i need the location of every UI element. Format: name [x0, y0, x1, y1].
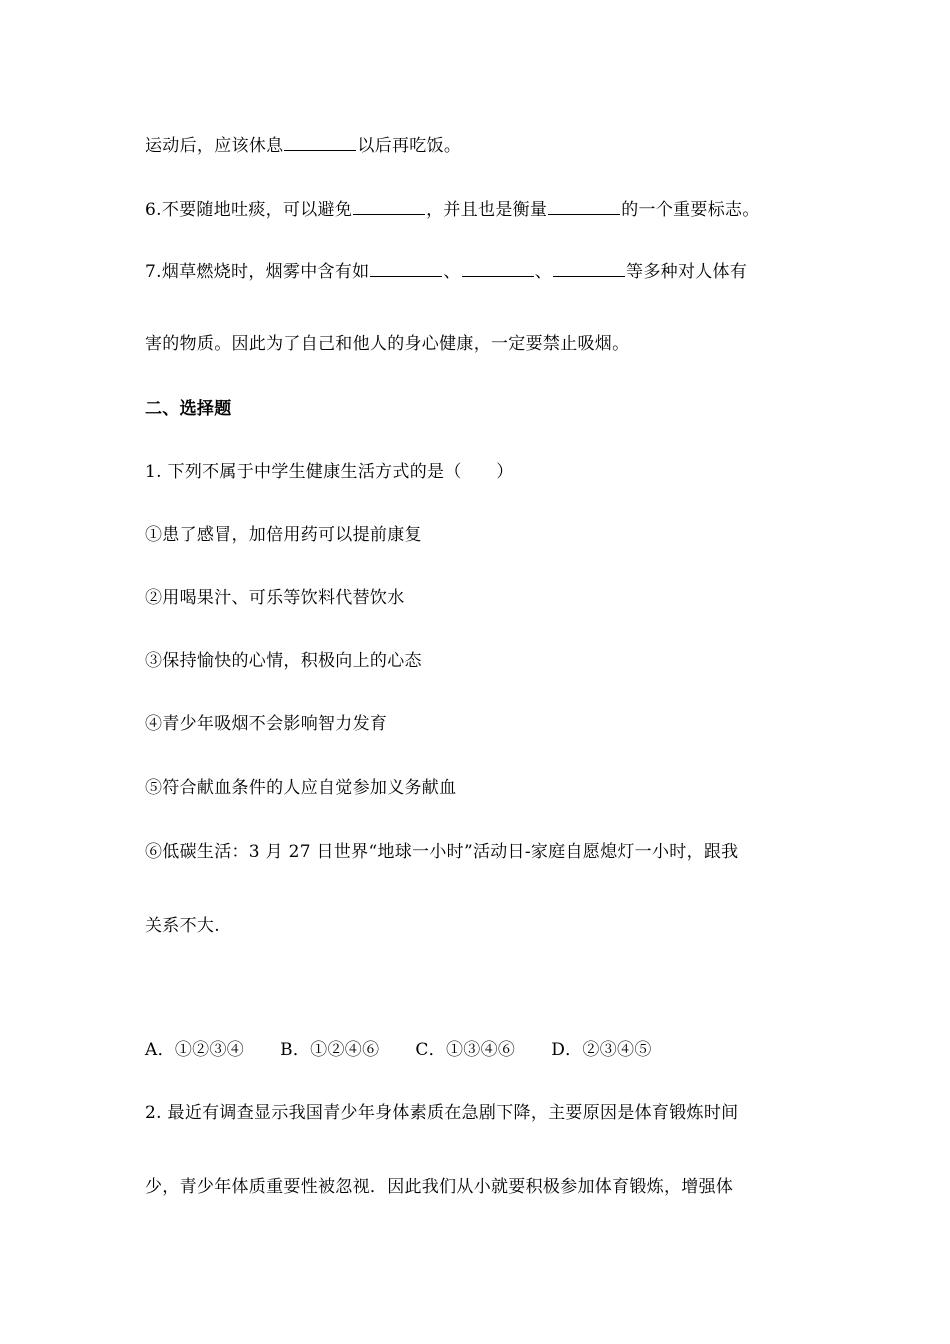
- option-b[interactable]: B．①②④⑥: [280, 1040, 380, 1060]
- answer-blank: [462, 258, 534, 277]
- question-1-item: ①患了感冒，加倍用药可以提前康复: [145, 525, 422, 545]
- q7-sep: 、: [443, 262, 461, 282]
- question-2-line2: 少，青少年体质重要性被忽视．因此我们从小就要积极参加体育锻炼，增强体: [145, 1177, 734, 1197]
- fill-in-question-7-line2: 害的物质。因此为了自己和他人的身心健康，一定要禁止吸烟。: [145, 334, 630, 354]
- question-1-options: [145, 1038, 652, 1062]
- q6-part2: ，并且也是衡量: [426, 200, 548, 220]
- answer-blank: [353, 196, 425, 215]
- option-c[interactable]: C．①③④⑥: [415, 1040, 516, 1060]
- q5-text-before: 运动后，应该休息: [145, 136, 284, 156]
- answer-blank: [284, 132, 356, 151]
- fill-in-question-6: [145, 196, 760, 222]
- question-1-item: ②用喝果汁、可乐等饮料代替饮水: [145, 588, 405, 608]
- q5-text-after: 以后再吃饭。: [357, 136, 462, 156]
- section-heading: 二、选择题: [145, 399, 232, 419]
- answer-blank: [370, 258, 442, 277]
- q6-part1: 6.不要随地吐痰，可以避免: [145, 200, 353, 220]
- q7-part2: 等多种对人体有: [626, 262, 748, 282]
- fill-in-question-5-continuation: [145, 132, 461, 158]
- q6-part3: 的一个重要标志。: [621, 200, 760, 220]
- question-1-item: ③保持愉快的心情，积极向上的心态: [145, 651, 422, 671]
- question-2-line1: 2. 最近有调查显示我国青少年身体素质在急剧下降，主要原因是体育锻炼时间: [145, 1103, 739, 1123]
- option-a[interactable]: A．①②③④: [145, 1040, 245, 1060]
- question-1-item: ④青少年吸烟不会影响智力发育: [145, 714, 388, 734]
- q7-part1: 7.烟草燃烧时，烟雾中含有如: [145, 262, 370, 282]
- question-1-item: ⑤符合献血条件的人应自觉参加义务献血: [145, 778, 457, 798]
- answer-blank: [553, 258, 625, 277]
- question-1-stem: 1. 下列不属于中学生健康生活方式的是（ ）: [145, 462, 514, 482]
- question-1-item-continuation: 关系不大.: [145, 916, 220, 936]
- fill-in-question-7: [145, 258, 747, 284]
- question-1-item: ⑥低碳生活：3 月 27 日世界“地球一小时”活动日-家庭自愿熄灯一小时，跟我: [145, 842, 739, 862]
- option-d[interactable]: D．②③④⑤: [551, 1040, 652, 1060]
- q7-sep: 、: [534, 262, 553, 282]
- answer-blank: [548, 196, 620, 215]
